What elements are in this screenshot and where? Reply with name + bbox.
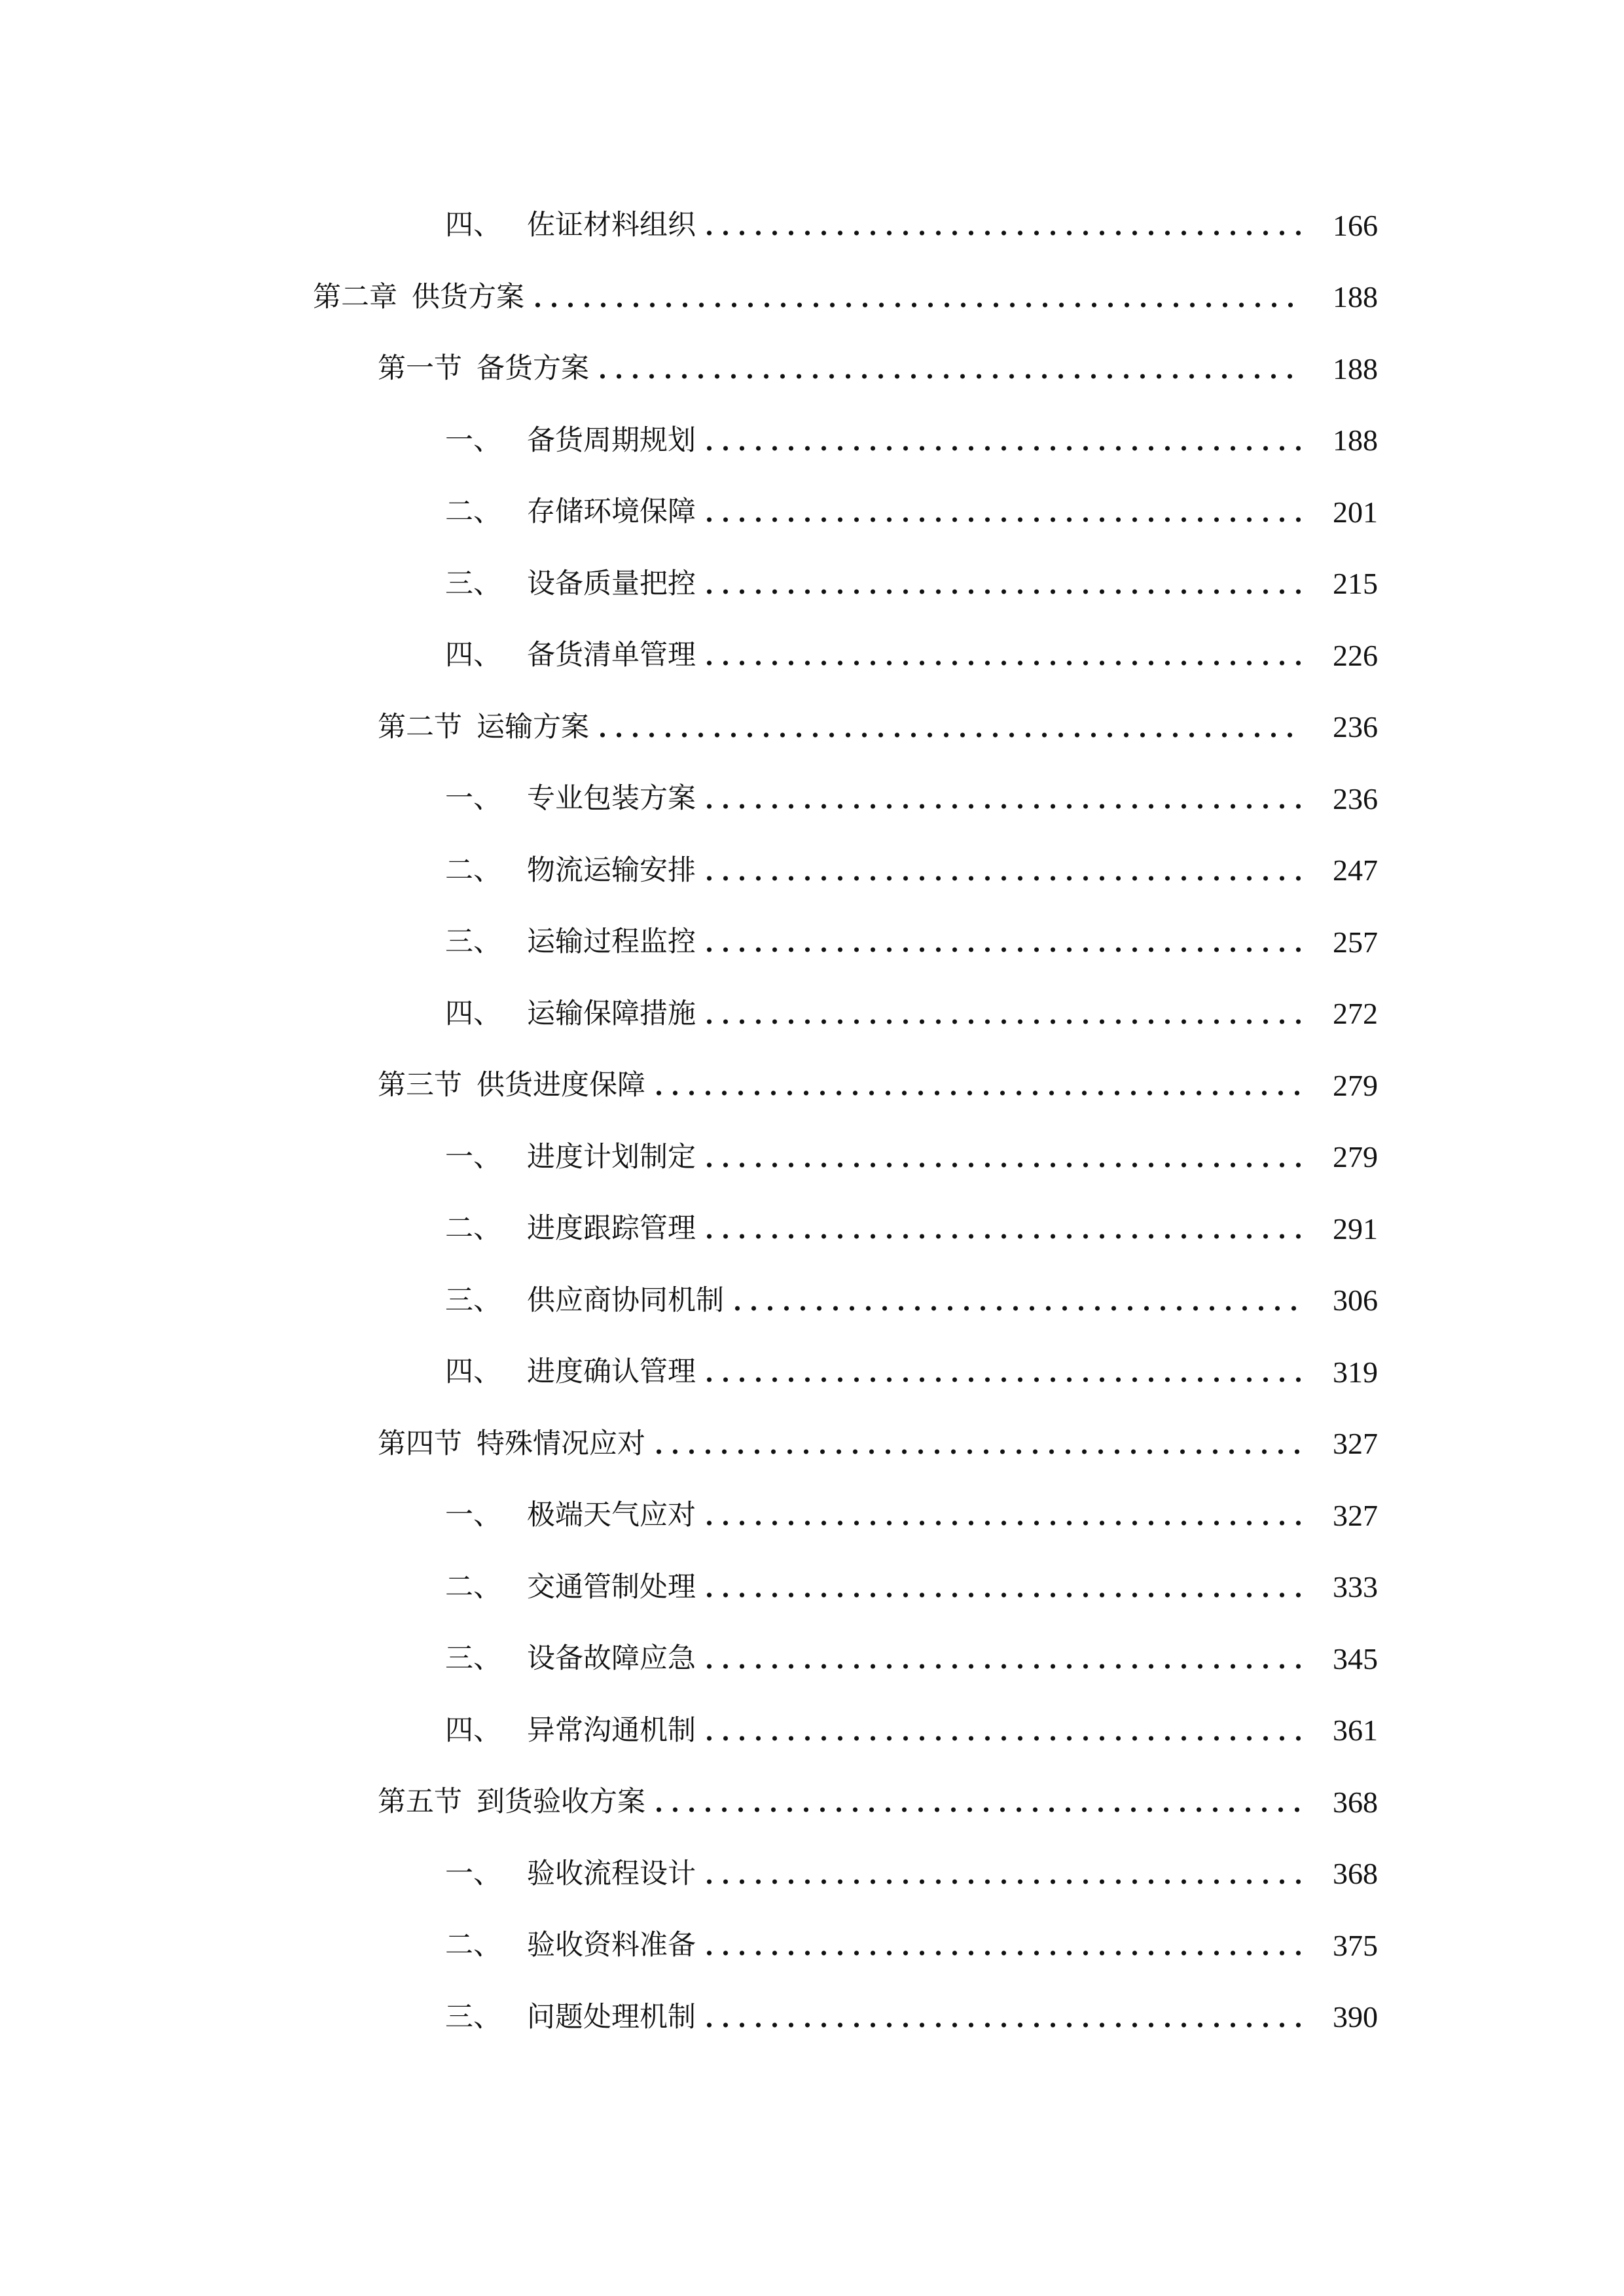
toc-entry-page: 257	[1333, 925, 1378, 959]
toc-entry-title: 运输保障措施	[527, 997, 696, 1030]
toc-entry-number: 一、	[445, 1857, 501, 1890]
toc-entry-title: 进度确认管理	[527, 1355, 696, 1389]
toc-entry-number: 三、	[445, 925, 501, 959]
dot-leader	[701, 1000, 1301, 1028]
toc-entry-title: 设备质量把控	[527, 567, 696, 600]
toc-entry-number: 第四节	[378, 1427, 462, 1460]
toc-entry-title: 验收流程设计	[527, 1857, 696, 1890]
toc-entry[interactable]	[313, 620, 1378, 692]
toc-entry-number: 第三节	[378, 1069, 462, 1102]
dot-leader	[651, 1071, 1301, 1100]
toc-entry-title: 物流运输安排	[527, 853, 696, 887]
toc-entry-page: 188	[1333, 280, 1378, 314]
dot-leader	[701, 1143, 1301, 1172]
dot-leader	[530, 283, 1301, 312]
toc-entry-title: 备货周期规划	[527, 423, 696, 457]
toc-entry-number: 第五节	[378, 1785, 462, 1819]
dot-leader	[701, 498, 1301, 526]
toc-entry-title: 异常沟通机制	[527, 1713, 696, 1747]
toc-entry[interactable]	[313, 763, 1378, 835]
toc-entry-number: 第二节	[378, 710, 462, 744]
toc-entry-number: 四、	[445, 1355, 501, 1389]
toc-entry-title: 运输方案	[477, 710, 589, 744]
dot-leader	[701, 785, 1301, 813]
toc-entry-title: 极端天气应对	[527, 1499, 696, 1532]
toc-entry-number: 二、	[445, 853, 501, 887]
dot-leader	[701, 1931, 1301, 1960]
toc-entry-page: 236	[1333, 781, 1378, 816]
dot-leader	[701, 857, 1301, 885]
toc-entry-title: 存储环境保障	[527, 495, 696, 529]
toc-entry-title: 备货方案	[477, 352, 589, 386]
toc-entry-page: 368	[1333, 1785, 1378, 1819]
toc-entry-title: 到货验收方案	[477, 1785, 645, 1819]
toc-entry-number: 二、	[445, 1212, 501, 1246]
dot-leader	[701, 1358, 1301, 1386]
dot-leader	[701, 211, 1301, 240]
toc-entry-title: 设备故障应急	[527, 1642, 696, 1676]
toc-entry-number: 二、	[445, 1929, 501, 1962]
toc-entry-title: 备货清单管理	[527, 639, 696, 672]
toc-entry[interactable]	[313, 1480, 1378, 1552]
toc-entry-number: 一、	[445, 782, 501, 816]
dot-leader	[701, 427, 1301, 455]
toc-entry[interactable]	[313, 476, 1378, 548]
toc-entry-page: 327	[1333, 1427, 1378, 1461]
toc-entry-page: 291	[1333, 1211, 1378, 1246]
toc-entry[interactable]	[313, 978, 1378, 1050]
toc-entry-page: 375	[1333, 1928, 1378, 1962]
toc-entry-number: 四、	[445, 1713, 501, 1747]
toc-entry-title: 专业包装方案	[527, 782, 696, 816]
toc-entry-title: 供货进度保障	[477, 1069, 645, 1102]
toc-entry-number: 四、	[445, 209, 501, 242]
dot-leader	[594, 713, 1301, 742]
dot-leader	[701, 1215, 1301, 1243]
toc-entry-number: 第二章	[313, 280, 397, 314]
dot-leader	[729, 1287, 1301, 1315]
toc-entry-page: 319	[1333, 1355, 1378, 1389]
toc-entry-section[interactable]	[313, 692, 1378, 764]
dot-leader	[651, 1788, 1301, 1816]
toc-entry-number: 三、	[445, 1283, 501, 1317]
toc-entry-title: 问题处理机制	[527, 2000, 696, 2034]
toc-entry[interactable]	[313, 1910, 1378, 1982]
toc-entry-title: 进度跟踪管理	[527, 1212, 696, 1246]
toc-entry[interactable]	[313, 1265, 1378, 1337]
table-of-contents	[313, 190, 1378, 2053]
toc-entry[interactable]	[313, 1336, 1378, 1408]
toc-entry-title: 供货方案	[412, 280, 524, 314]
toc-entry-number: 二、	[445, 495, 501, 529]
toc-entry-page: 279	[1333, 1140, 1378, 1174]
toc-entry-number: 四、	[445, 639, 501, 672]
toc-entry[interactable]	[313, 405, 1378, 477]
toc-entry-number: 一、	[445, 1499, 501, 1532]
toc-entry-section[interactable]	[313, 1767, 1378, 1839]
dot-leader	[701, 1501, 1301, 1530]
toc-entry[interactable]	[313, 1623, 1378, 1695]
toc-entry-section[interactable]	[313, 1050, 1378, 1122]
toc-entry-page: 368	[1333, 1857, 1378, 1891]
toc-entry-title: 运输过程监控	[527, 925, 696, 959]
toc-entry-page: 166	[1333, 208, 1378, 242]
toc-entry-title: 特殊情况应对	[477, 1427, 645, 1460]
toc-entry[interactable]	[313, 1839, 1378, 1910]
toc-entry-number: 二、	[445, 1570, 501, 1604]
toc-entry-page: 188	[1333, 351, 1378, 386]
toc-entry[interactable]	[313, 1552, 1378, 1624]
toc-entry[interactable]	[313, 835, 1378, 907]
dot-leader	[701, 928, 1301, 956]
dot-leader	[651, 1430, 1301, 1458]
toc-entry-chapter[interactable]	[313, 262, 1378, 334]
toc-entry[interactable]	[313, 1982, 1378, 2054]
toc-entry-title: 验收资料准备	[527, 1929, 696, 1962]
toc-entry-page: 361	[1333, 1713, 1378, 1748]
toc-entry-title: 进度计划制定	[527, 1140, 696, 1174]
dot-leader	[701, 1860, 1301, 1888]
toc-entry-number: 三、	[445, 2000, 501, 2034]
toc-entry-section[interactable]	[313, 1408, 1378, 1480]
dot-leader	[701, 570, 1301, 598]
dot-leader	[594, 355, 1301, 383]
toc-entry-number: 一、	[445, 1140, 501, 1174]
toc-entry[interactable]	[313, 548, 1378, 620]
toc-entry-number: 第一节	[378, 352, 462, 386]
toc-entry-page: 333	[1333, 1570, 1378, 1604]
toc-entry-page: 201	[1333, 495, 1378, 529]
toc-entry-title: 交通管制处理	[527, 1570, 696, 1604]
toc-entry-page: 236	[1333, 710, 1378, 744]
toc-entry-page: 390	[1333, 2000, 1378, 2034]
dot-leader	[701, 1573, 1301, 1602]
dot-leader	[701, 1645, 1301, 1673]
toc-entry-page: 272	[1333, 997, 1378, 1031]
toc-entry[interactable]	[313, 1695, 1378, 1767]
toc-entry-number: 一、	[445, 423, 501, 457]
toc-entry-page: 247	[1333, 853, 1378, 888]
toc-entry-title: 佐证材料组织	[527, 209, 696, 242]
toc-entry-page: 345	[1333, 1641, 1378, 1676]
dot-leader	[701, 1717, 1301, 1745]
toc-entry-page: 279	[1333, 1068, 1378, 1102]
toc-entry-page: 215	[1333, 567, 1378, 601]
toc-entry-number: 三、	[445, 1642, 501, 1676]
toc-entry-title: 供应商协同机制	[527, 1283, 724, 1317]
toc-entry[interactable]	[313, 1193, 1378, 1265]
dot-leader	[701, 641, 1301, 670]
toc-entry[interactable]	[313, 906, 1378, 978]
toc-entry-number: 三、	[445, 567, 501, 600]
toc-entry-page: 188	[1333, 423, 1378, 457]
toc-entry-section[interactable]	[313, 333, 1378, 405]
toc-entry-number: 四、	[445, 997, 501, 1030]
toc-entry-page: 226	[1333, 638, 1378, 672]
toc-entry-page: 306	[1333, 1283, 1378, 1318]
toc-entry[interactable]	[313, 190, 1378, 262]
toc-entry-page: 327	[1333, 1498, 1378, 1532]
toc-entry[interactable]	[313, 1122, 1378, 1194]
dot-leader	[701, 2003, 1301, 2032]
